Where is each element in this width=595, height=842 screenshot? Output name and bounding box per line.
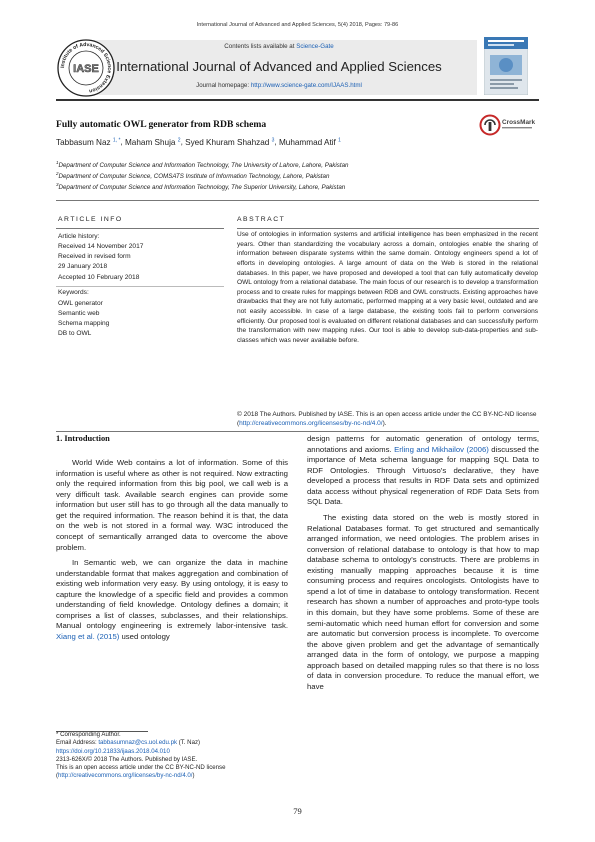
keyword: Schema mapping <box>58 320 110 327</box>
citation-link[interactable]: Xiang et al. (2015) <box>56 632 120 641</box>
paragraph: The existing data stored on the web is mostly stored in Relational Databases format. To get structured and semantically arranged information, we need ontologies. The problem arises in conversion of relational database to ontology is that how to map database schema to ontology's constructs. There are problems in existing manually mapping approaches because it is time consuming process and requires oncologists. Ontologists have to spend a lot of time in database to ontology transformation. Recent research has shown a number of approaches and proto-type tools in this domain, but they have some problems. Some of these are semi-automatic which need human effort for conversion and some are automatic but conversion process is incomplete. To overcome the above given problem and get the advantage of semantically arranged data in the form of ontology, we purpose a mapping approach based on detailed mapping rules so that there is no loss of data in conversion procedure. To reduce the manual effort, we have <box>307 512 539 691</box>
license-link[interactable]: http://creativecommons.org/licenses/by-nc-nd/4.0/ <box>239 420 383 428</box>
abstract-text: Use of ontologies in information systems and artificial intelligence has been emphasized in the recent years. Other than standardizing the vocabulary across a domain, ontologies enable the sharing of information between disparate systems within the same domain. Ontology engineers spend a lot of efforts in developing ontologies. A large amount of data on the Web is stored in the relational databases. In this paper, we have proposed and developed a tool that can fully automatically develop OWL ontology from a relational database. The main focus of our research is to develop a transformation process and to create rules for mappings between RDB and OWL constructs. Existing approaches have drawbacks that they are not fully automatic, performed mapping at a very basic level, outdated and are not easily accessible. In case of a large database, the existing tools fail to perform conversions efficiently. Our proposed tool is evaluated on different relational databases and can successfully perform the transformation with new mapping rules. Our tool is able to develop sub-data-properties and sub-classes which was never available before. <box>237 231 538 344</box>
email-link[interactable]: tabbasumnaz@cs.uol.edu.pk <box>98 739 178 747</box>
keyword: Semantic web <box>58 310 100 317</box>
homepage-prefix: Journal homepage: <box>196 82 251 89</box>
science-gate-link[interactable]: Science-Gate <box>296 43 334 50</box>
author-1: Tabbasum Naz $^{1, *}$ <box>56 137 121 147</box>
journal-name: International Journal of Advanced and Applied Sciences <box>116 59 442 74</box>
footnote-license-link[interactable]: http://creativecommons.org/licenses/by-nc-nd/4.0/ <box>58 772 193 780</box>
license-line: (http://creativecommons.org/licenses/by-nc-nd/4.0/) <box>56 772 195 780</box>
contents-prefix: Contents lists available at <box>224 43 297 50</box>
journal-cover-thumbnail <box>484 37 528 95</box>
author-2: Maham Shuja $^2$ <box>124 137 181 147</box>
received-date: Received 14 November 2017 <box>58 243 144 250</box>
corresponding-author-note: * Corresponding Author. <box>56 731 121 738</box>
homepage-line <box>81 82 477 89</box>
revised-date: 29 January 2018 <box>58 263 108 270</box>
header-rule <box>56 99 539 101</box>
author-4: Muhammad Atif $^1$ <box>278 137 341 147</box>
affiliation-rule <box>56 200 539 201</box>
history-label: Article history: <box>58 233 100 240</box>
citation-link[interactable]: Erling and Mikhailov (2006) <box>394 444 489 454</box>
affiliation-1: $^1$Department of Computer Science and Information Technology, The University of Lahore, Lahore, Pakistan <box>56 160 349 170</box>
homepage-link[interactable]: http://www.science-gate.com/IJAAS.html <box>250 82 362 89</box>
paragraph: In Semantic web, we can organize the data in machine understandable format that makes aggregation and combination of existing web information very easy. By using ontology, it is easy to capture the knowledge of a specific field and provides a common understanding of field knowledge. Ontology defines a domain; it comprises a list of classes, subclasses, and their relationships. Manual ontology engineering is extremely labor-intensive task. Xiang et al. (2015) used ontology <box>56 558 288 641</box>
crossmark-badge[interactable] <box>479 114 539 136</box>
article-info-heading: ARTICLE INFO <box>58 216 123 223</box>
revised-label: Received in revised form <box>58 253 131 260</box>
doi-link[interactable]: https://doi.org/10.21833/ijaas.2018.04.010 <box>56 747 170 755</box>
email-line: Email Address: tabbasumnaz@cs.uol.edu.pk (T. Naz) <box>56 739 201 747</box>
page-number: 79 <box>293 806 302 816</box>
footnotes <box>56 731 288 781</box>
running-head: International Journal of Advanced and Applied Sciences, 5(4) 2018, Pages: 79-86 <box>196 22 399 28</box>
issn-line: 2313-626X/© 2018 The Authors. Published by IASE. <box>56 755 198 763</box>
abstract-heading: ABSTRACT <box>237 216 286 223</box>
keyword: DB to OWL <box>58 330 92 337</box>
section-heading-introduction: 1. Introduction <box>56 434 110 443</box>
article-info-divider <box>56 286 224 287</box>
abstract-rule <box>237 228 539 229</box>
contents-line <box>81 43 477 50</box>
article-info-rule <box>56 228 224 229</box>
affiliation-3: $^3$Department of Computer Science and Information Technology, The Superior University, Lahore, Pakistan <box>56 182 346 192</box>
open-access-line: This is an open access article under the CC BY-NC-ND license <box>56 764 226 772</box>
logo-ring-text: Institute of Advanced Science Extension <box>59 41 113 94</box>
affiliation-2: $^2$Department of Computer Science, COMSATS Institute of Information Technology, Lahore, Pakistan <box>56 171 330 181</box>
paragraph: design patterns for automatic generation of ontology terms, annotations and axioms. Erling and Mikhailov (2006) discussed the importance of Meta schema language for mapping SQL Data to RDF Ontologies. Through Virtuoso's declarative, they have developed a process that results in RDF Data sets and optimized data access without physical regeneration of RDF Data Sets from SQL Data. <box>307 434 539 507</box>
body-column-right <box>307 434 539 693</box>
logo-text: IASE <box>73 63 99 75</box>
keywords-label: Keywords: <box>58 289 89 296</box>
author-3: Syed Khuram Shahzad $^3$ <box>185 137 275 147</box>
abstract-license: © 2018 The Authors. Published by IASE. This is an open access article under the CC BY-NC-ND license (http://creativecommons.org/licenses/by-nc-nd/4.0/). <box>237 411 537 428</box>
body-rule <box>56 431 539 432</box>
accepted-date: Accepted 10 February 2018 <box>58 274 140 281</box>
body-column-left <box>56 458 288 643</box>
article-title: Fully automatic OWL generator from RDB schema <box>56 119 267 130</box>
crossmark-label: CrossMark <box>502 119 536 126</box>
paragraph: World Wide Web contains a lot of information. Some of this information is useful where as other is not required. Now extracting only the required information from this big pool, we call web is a very difficult task. Available search engines can provide some information but user still has to go through all the data manually to get the required information. The reason behind it is that, the data on the web is not stored in a formal way. W3C introduced the concept of semantically arranged data to overcome the above problem. <box>56 458 288 552</box>
author-list: Tabbasum Naz $^{1, *}$, Maham Shuja $^2$, Syed Khuram Shahzad $^3$, Muhammad Atif $^1$ <box>56 137 341 147</box>
keyword: OWL generator <box>58 300 103 307</box>
